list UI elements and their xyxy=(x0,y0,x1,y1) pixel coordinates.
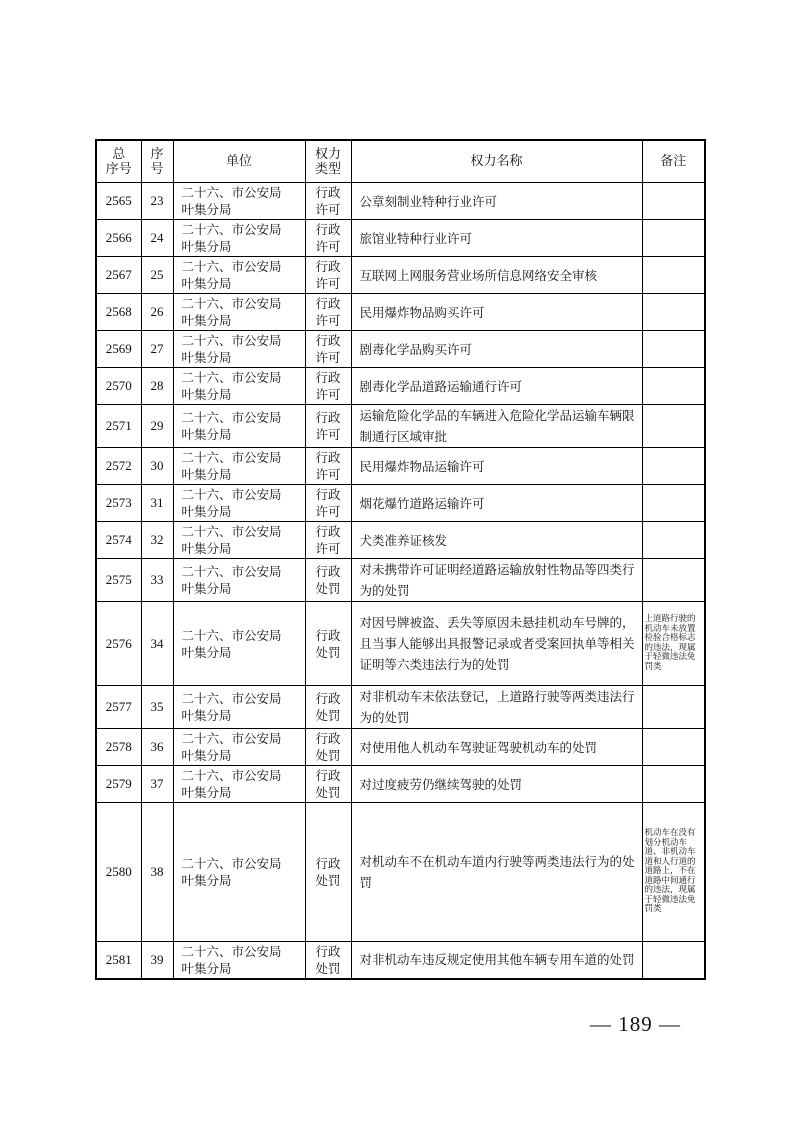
total-serial-cell: 2569 xyxy=(96,331,141,368)
table-row xyxy=(96,368,705,405)
unit-cell: 二十六、市公安局 叶集分局 xyxy=(173,368,305,405)
remark-cell xyxy=(642,368,705,405)
remark-cell xyxy=(642,183,705,220)
unit-cell: 二十六、市公安局 叶集分局 xyxy=(173,522,305,559)
table-row xyxy=(96,448,705,485)
total-serial-cell: 2577 xyxy=(96,686,141,729)
power-type-cell: 行政 许可 xyxy=(305,368,351,405)
header-total-serial: 总 序号 xyxy=(96,140,141,183)
unit-cell: 二十六、市公安局 叶集分局 xyxy=(173,942,305,979)
remark-cell xyxy=(642,766,705,803)
power-type-cell: 行政 处罚 xyxy=(305,559,351,602)
power-list-table xyxy=(95,139,706,980)
serial-cell: 36 xyxy=(141,729,173,766)
serial-cell: 32 xyxy=(141,522,173,559)
table-row xyxy=(96,405,705,448)
header-unit: 单位 xyxy=(173,140,305,183)
header-serial: 序 号 xyxy=(141,140,173,183)
remark-cell xyxy=(642,448,705,485)
power-type-cell: 行政 许可 xyxy=(305,294,351,331)
power-name-cell: 公章刻制业特种行业许可 xyxy=(351,183,642,220)
serial-cell: 28 xyxy=(141,368,173,405)
page-number: — 189 — xyxy=(590,1012,681,1036)
power-name-cell: 互联网上网服务营业场所信息网络安全审核 xyxy=(351,257,642,294)
table-row xyxy=(96,766,705,803)
power-name-cell: 对非机动车未依法登记，上道路行驶等两类违法行为的处罚 xyxy=(351,686,642,729)
total-serial-cell: 2572 xyxy=(96,448,141,485)
serial-cell: 25 xyxy=(141,257,173,294)
power-type-cell: 行政 许可 xyxy=(305,485,351,522)
serial-cell: 39 xyxy=(141,942,173,979)
remark-cell xyxy=(642,485,705,522)
total-serial-cell: 2565 xyxy=(96,183,141,220)
power-type-cell: 行政 处罚 xyxy=(305,686,351,729)
power-type-cell: 行政 许可 xyxy=(305,331,351,368)
unit-cell: 二十六、市公安局 叶集分局 xyxy=(173,220,305,257)
table-row xyxy=(96,220,705,257)
remark-cell: 上道路行驶的机动车未放置检验合格标志的违法，现属于轻微违法免罚类 xyxy=(642,602,705,686)
total-serial-cell: 2567 xyxy=(96,257,141,294)
remark-cell xyxy=(642,331,705,368)
unit-cell: 二十六、市公安局 叶集分局 xyxy=(173,686,305,729)
table-row xyxy=(96,942,705,979)
power-name-cell: 对因号牌被盗、丢失等原因未悬挂机动车号牌的，且当事人能够出具报警记录或者受案回执单等相关证明等六类违法行为的处罚 xyxy=(351,602,642,686)
power-name-cell: 对使用他人机动车驾驶证驾驶机动车的处罚 xyxy=(351,729,642,766)
unit-cell: 二十六、市公安局 叶集分局 xyxy=(173,294,305,331)
total-serial-cell: 2573 xyxy=(96,485,141,522)
table-row xyxy=(96,294,705,331)
power-type-cell: 行政 处罚 xyxy=(305,942,351,979)
table-row xyxy=(96,803,705,942)
serial-cell: 26 xyxy=(141,294,173,331)
serial-cell: 30 xyxy=(141,448,173,485)
serial-cell: 27 xyxy=(141,331,173,368)
power-name-cell: 烟花爆竹道路运输许可 xyxy=(351,485,642,522)
power-name-cell: 对非机动车违反规定使用其他车辆专用车道的处罚 xyxy=(351,942,642,979)
table-row xyxy=(96,686,705,729)
total-serial-cell: 2574 xyxy=(96,522,141,559)
unit-cell: 二十六、市公安局 叶集分局 xyxy=(173,257,305,294)
power-type-cell: 行政 许可 xyxy=(305,183,351,220)
remark-cell xyxy=(642,405,705,448)
serial-cell: 23 xyxy=(141,183,173,220)
total-serial-cell: 2581 xyxy=(96,942,141,979)
unit-cell: 二十六、市公安局 叶集分局 xyxy=(173,331,305,368)
total-serial-cell: 2571 xyxy=(96,405,141,448)
power-type-cell: 行政 处罚 xyxy=(305,803,351,942)
power-name-cell: 对机动车不在机动车道内行驶等两类违法行为的处罚 xyxy=(351,803,642,942)
table-row xyxy=(96,485,705,522)
unit-cell: 二十六、市公安局 叶集分局 xyxy=(173,602,305,686)
header-power-name: 权力名称 xyxy=(351,140,642,183)
remark-cell xyxy=(642,257,705,294)
unit-cell: 二十六、市公安局 叶集分局 xyxy=(173,448,305,485)
unit-cell: 二十六、市公安局 叶集分局 xyxy=(173,405,305,448)
total-serial-cell: 2578 xyxy=(96,729,141,766)
remark-cell xyxy=(642,294,705,331)
power-name-cell: 剧毒化学品购买许可 xyxy=(351,331,642,368)
power-type-cell: 行政 处罚 xyxy=(305,766,351,803)
total-serial-cell: 2580 xyxy=(96,803,141,942)
serial-cell: 38 xyxy=(141,803,173,942)
remark-cell xyxy=(642,729,705,766)
table-row xyxy=(96,602,705,686)
power-type-cell: 行政 处罚 xyxy=(305,602,351,686)
serial-cell: 33 xyxy=(141,559,173,602)
table-row xyxy=(96,257,705,294)
table-header-row xyxy=(96,140,705,183)
total-serial-cell: 2566 xyxy=(96,220,141,257)
power-name-cell: 剧毒化学品道路运输通行许可 xyxy=(351,368,642,405)
unit-cell: 二十六、市公安局 叶集分局 xyxy=(173,485,305,522)
total-serial-cell: 2579 xyxy=(96,766,141,803)
total-serial-cell: 2576 xyxy=(96,602,141,686)
serial-cell: 37 xyxy=(141,766,173,803)
table-row xyxy=(96,522,705,559)
unit-cell: 二十六、市公安局 叶集分局 xyxy=(173,729,305,766)
total-serial-cell: 2575 xyxy=(96,559,141,602)
remark-cell xyxy=(642,522,705,559)
remark-cell xyxy=(642,942,705,979)
power-name-cell: 民用爆炸物品运输许可 xyxy=(351,448,642,485)
power-name-cell: 犬类准养证核发 xyxy=(351,522,642,559)
power-name-cell: 旅馆业特种行业许可 xyxy=(351,220,642,257)
power-type-cell: 行政 许可 xyxy=(305,522,351,559)
remark-cell xyxy=(642,686,705,729)
power-name-cell: 民用爆炸物品购买许可 xyxy=(351,294,642,331)
serial-cell: 34 xyxy=(141,602,173,686)
unit-cell: 二十六、市公安局 叶集分局 xyxy=(173,803,305,942)
table-row xyxy=(96,183,705,220)
serial-cell: 29 xyxy=(141,405,173,448)
table-row xyxy=(96,729,705,766)
total-serial-cell: 2568 xyxy=(96,294,141,331)
unit-cell: 二十六、市公安局 叶集分局 xyxy=(173,183,305,220)
power-name-cell: 运输危险化学品的车辆进入危险化学品运输车辆限制通行区域审批 xyxy=(351,405,642,448)
table-row xyxy=(96,331,705,368)
power-type-cell: 行政 许可 xyxy=(305,405,351,448)
unit-cell: 二十六、市公安局 叶集分局 xyxy=(173,559,305,602)
remark-cell xyxy=(642,559,705,602)
power-type-cell: 行政 许可 xyxy=(305,220,351,257)
header-remark: 备注 xyxy=(642,140,705,183)
power-name-cell: 对未携带许可证明经道路运输放射性物品等四类行为的处罚 xyxy=(351,559,642,602)
remark-cell: 机动车在没有划分机动车道、非机动车道和人行道的道路上，不在道路中间通行的违法，现属于轻微违法免罚类 xyxy=(642,803,705,942)
header-power-type: 权力 类型 xyxy=(305,140,351,183)
power-type-cell: 行政 许可 xyxy=(305,448,351,485)
remark-cell xyxy=(642,220,705,257)
power-type-cell: 行政 处罚 xyxy=(305,729,351,766)
total-serial-cell: 2570 xyxy=(96,368,141,405)
power-name-cell: 对过度疲劳仍继续驾驶的处罚 xyxy=(351,766,642,803)
table-row xyxy=(96,559,705,602)
serial-cell: 24 xyxy=(141,220,173,257)
unit-cell: 二十六、市公安局 叶集分局 xyxy=(173,766,305,803)
serial-cell: 35 xyxy=(141,686,173,729)
power-type-cell: 行政 许可 xyxy=(305,257,351,294)
serial-cell: 31 xyxy=(141,485,173,522)
